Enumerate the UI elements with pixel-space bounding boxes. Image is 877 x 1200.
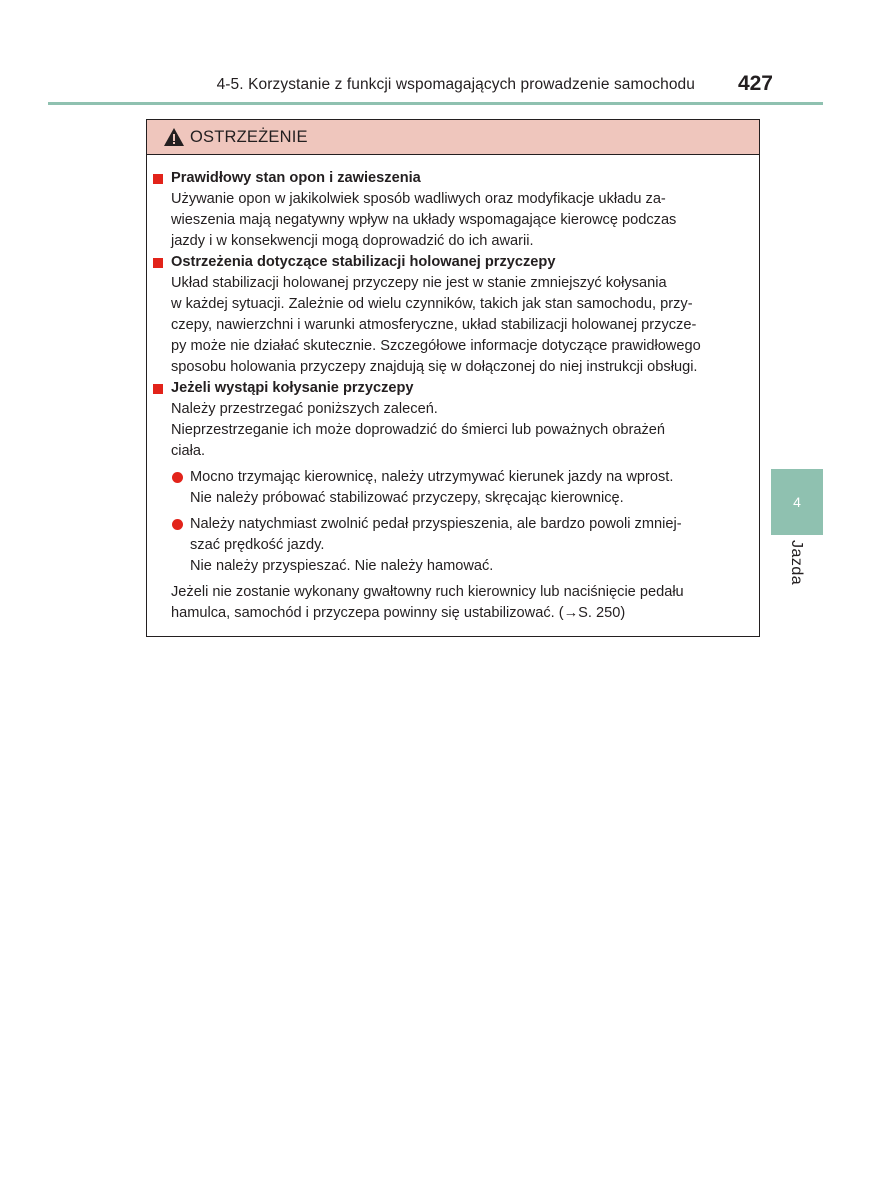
- paragraph-line: hamulca, samochód i przyczepa powinny się ustabilizować. (→S. 250): [171, 605, 626, 621]
- section-heading-trailer-sway: [153, 378, 745, 399]
- square-bullet-icon: [153, 174, 163, 184]
- paragraph-line: Nieprzestrzeganie ich może doprowadzić do śmierci lub poważnych obrażeń: [171, 422, 665, 438]
- section-heading-text: Jeżeli wystąpi kołysanie przyczepy: [171, 380, 414, 396]
- paragraph-line: w każdej sytuacji. Zależnie od wielu czynników, takich jak stan samochodu, przy-: [171, 296, 693, 312]
- paragraph-line: py może nie działać skutecznie. Szczegółowe informacje dotyczące prawidłowego: [171, 338, 701, 354]
- square-bullet-icon: [153, 258, 163, 268]
- paragraph-line: Używanie opon w jakikolwiek sposób wadliwych oraz modyfikacje układu za-: [171, 191, 666, 207]
- paragraph-line: ciała.: [171, 443, 206, 459]
- warning-triangle-icon: [163, 127, 185, 147]
- bullet-line: szać prędkość jazdy.: [190, 537, 325, 553]
- paragraph-line: Jeżeli nie zostanie wykonany gwałtowny ruch kierownicy lub naciśnięcie pedału: [171, 584, 684, 600]
- paragraph-line: Układ stabilizacji holowanej przyczepy nie jest w stanie zmniejszyć kołysania: [171, 275, 667, 291]
- warning-title: OSTRZEŻENIE: [190, 127, 308, 146]
- section-outro: [153, 582, 745, 624]
- section-heading-text: Prawidłowy stan opon i zawieszenia: [171, 170, 421, 186]
- section-heading-text: Ostrzeżenia dotyczące stabilizacji holowanej przyczepy: [171, 254, 556, 270]
- paragraph-line: wieszenia mają negatywny wpływ na układy wspomagające kierowcę podczas: [171, 212, 677, 228]
- header-rule: [48, 102, 823, 105]
- warning-header: [147, 120, 759, 155]
- section-paragraph: [153, 189, 745, 252]
- round-bullet-icon: [172, 472, 183, 483]
- chapter-tab: 4: [771, 469, 823, 535]
- bullet-line: Nie należy przyspieszać. Nie należy hamować.: [190, 558, 494, 574]
- warning-box: [146, 119, 760, 637]
- paragraph-line: Należy przestrzegać poniższych zaleceń.: [171, 401, 438, 417]
- page-number: 427: [737, 72, 773, 95]
- paragraph-line: jazdy i w konsekwencji mogą doprowadzić do ich awarii.: [171, 233, 534, 249]
- bullet-item: [153, 467, 745, 509]
- bullet-item: [153, 514, 745, 577]
- warning-body: [147, 155, 759, 624]
- section-header-title: 4-5. Korzystanie z funkcji wspomagających prowadzenie samochodu: [216, 76, 695, 93]
- square-bullet-icon: [153, 384, 163, 394]
- paragraph-line: czepy, nawierzchni i warunki atmosferyczne, układ stabilizacji holowanej przycze-: [171, 317, 697, 333]
- bullet-line: Nie należy próbować stabilizować przyczepy, skręcając kierownicę.: [190, 490, 624, 506]
- paragraph-line: sposobu holowania przyczepy znajdują się w dołączonej do niej instrukcji obsługi.: [171, 359, 698, 375]
- bullet-line: Należy natychmiast zwolnić pedał przyspieszenia, ale bardzo powoli zmniej-: [190, 516, 682, 532]
- section-heading-trailer-sway-control: [153, 252, 745, 273]
- chapter-label: Jazda: [788, 540, 805, 586]
- section-paragraph: [153, 273, 745, 378]
- bullet-line: Mocno trzymając kierownicę, należy utrzymywać kierunek jazdy na wprost.: [190, 469, 674, 485]
- section-intro: [153, 399, 745, 462]
- section-heading-tires: [153, 168, 745, 189]
- round-bullet-icon: [172, 519, 183, 530]
